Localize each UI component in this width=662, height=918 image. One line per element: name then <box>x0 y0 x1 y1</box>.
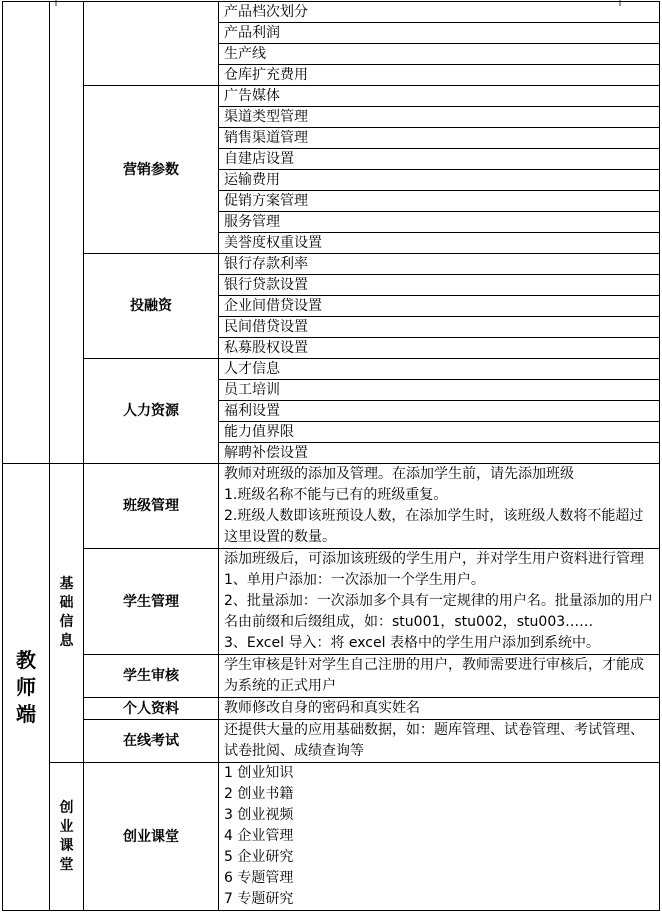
group-cell-empty <box>50 2 84 464</box>
feature-item: 私募股权设置 <box>219 338 660 359</box>
side-label-teacher-side <box>3 464 50 911</box>
feature-item: 产品档次划分 <box>219 2 660 23</box>
feature-detail: 学生审核是针对学生自己注册的用户，教师需要进行审核后，才能成为系统的正式用户 <box>219 655 660 698</box>
feature-item: 自建店设置 <box>219 149 660 170</box>
feature-item: 福利设置 <box>219 401 660 422</box>
feature-item: 广告媒体 <box>219 86 660 107</box>
vertical-label: 创业课堂 <box>59 799 74 873</box>
category-personal-profile: 个人资料 <box>84 698 219 720</box>
feature-item: 运输费用 <box>219 170 660 191</box>
category-class-management: 班级管理 <box>84 464 219 549</box>
feature-item: 银行贷款设置 <box>219 275 660 296</box>
feature-detail: 教师对班级的添加及管理。在添加学生前，请先添加班级 1.班级名称不能与已有的班级重复。 2.班级人数即该班预设人数，在添加学生时，该班级人数将不能超过这里设置的数量。 <box>219 464 660 549</box>
vertical-label: 基础信息 <box>59 576 74 649</box>
category-student-review: 学生审核 <box>84 655 219 698</box>
category-cell-continued <box>84 2 219 86</box>
feature-item: 企业间借贷设置 <box>219 296 660 317</box>
feature-table <box>2 1 660 911</box>
feature-item: 员工培训 <box>219 380 660 401</box>
feature-item: 解聘补偿设置 <box>219 443 660 464</box>
feature-item: 销售渠道管理 <box>219 128 660 149</box>
category-investment-financing: 投融资 <box>84 254 219 359</box>
feature-item: 渠道类型管理 <box>219 107 660 128</box>
vertical-label: 教师端 <box>16 647 36 726</box>
feature-item: 服务管理 <box>219 212 660 233</box>
feature-item: 促销方案管理 <box>219 191 660 212</box>
group-label-basic-info <box>50 464 84 763</box>
side-cell-empty <box>3 2 50 464</box>
feature-item: 生产线 <box>219 44 660 65</box>
category-human-resources: 人力资源 <box>84 359 219 464</box>
feature-detail: 教师修改自身的密码和真实姓名 <box>219 698 660 720</box>
category-student-management: 学生管理 <box>84 549 219 655</box>
feature-item: 仓库扩充费用 <box>219 65 660 86</box>
feature-detail: 还提供大量的应用基础数据，如：题库管理、试卷管理、考试管理、试卷批阅、成绩查询等 <box>219 720 660 763</box>
group-label-startup-classroom <box>50 763 84 911</box>
feature-item: 能力值界限 <box>219 422 660 443</box>
feature-detail: 1 创业知识 2 创业书籍 3 创业视频 4 企业管理 5 企业研究 6 专题管理 7 专题研究 <box>219 763 660 911</box>
feature-item: 民间借贷设置 <box>219 317 660 338</box>
category-startup-classroom: 创业课堂 <box>84 763 219 911</box>
feature-item: 银行存款利率 <box>219 254 660 275</box>
category-online-exam: 在线考试 <box>84 720 219 763</box>
feature-item: 美誉度权重设置 <box>219 233 660 254</box>
category-marketing-params: 营销参数 <box>84 86 219 254</box>
feature-item: 产品利润 <box>219 23 660 44</box>
feature-detail: 添加班级后，可添加该班级的学生用户，并对学生用户资料进行管理 1、单用户添加：一次添加一个学生用户。 2、批量添加：一次添加多个具有一定规律的用户名。批量添加的用户名由前缀和后缀组成，如：stu001，stu002，stu003…… 3、Excel 导入：将 excel 表格中的学生用户添加到系统中。 <box>219 549 660 655</box>
feature-item: 人才信息 <box>219 359 660 380</box>
